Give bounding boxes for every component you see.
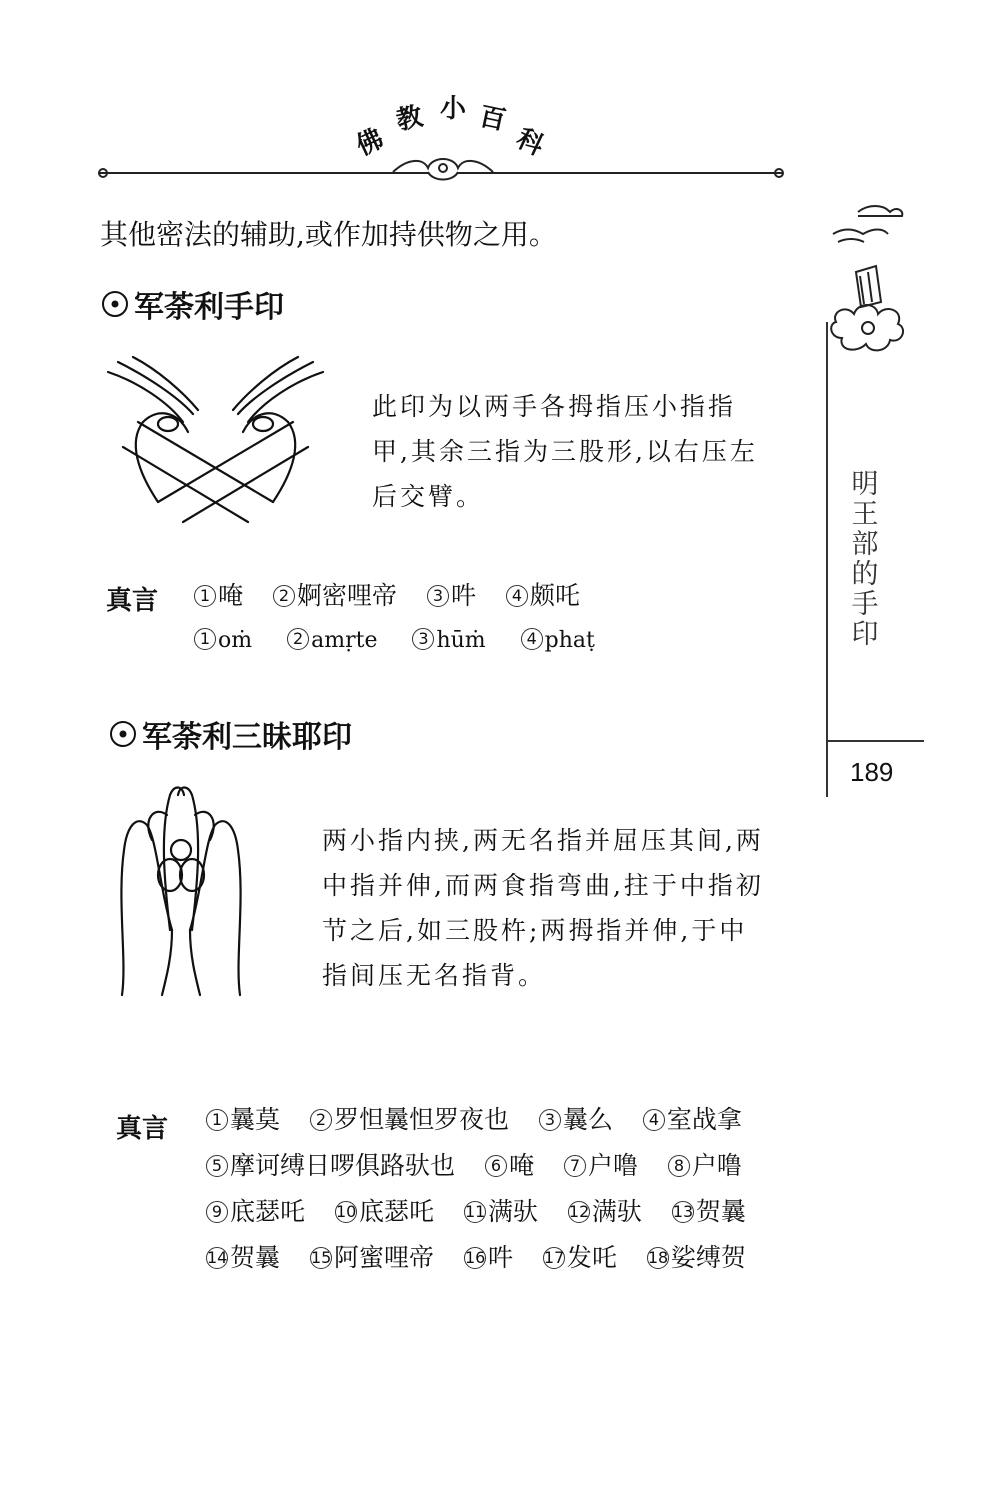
mantra-item bbox=[464, 1243, 513, 1272]
description-line: 中指并伸,而两食指弯曲,拄于中指初 bbox=[322, 871, 764, 900]
item-number: 9 bbox=[206, 1201, 228, 1223]
mantra-item bbox=[310, 1243, 434, 1272]
rule-end-ornament-icon bbox=[96, 166, 112, 180]
mantra-text: 婀密哩帝 bbox=[296, 581, 397, 610]
mantra-item bbox=[672, 1197, 746, 1226]
mantra-text: 曩莫 bbox=[230, 1105, 281, 1134]
chapter-title-char: 明 bbox=[851, 469, 879, 500]
item-number: 3 bbox=[427, 585, 449, 607]
item-number: 18 bbox=[647, 1248, 669, 1267]
mantra-item bbox=[539, 1105, 613, 1134]
roman-item bbox=[194, 628, 252, 653]
bullet-icon bbox=[102, 291, 128, 317]
item-number: 17 bbox=[543, 1248, 565, 1267]
romanization-line bbox=[194, 628, 623, 653]
mantra-text: 室战拿 bbox=[666, 1105, 742, 1134]
sidebar-vertical-rule bbox=[826, 322, 828, 797]
item-number: 6 bbox=[485, 1155, 507, 1177]
header-char: 小 bbox=[440, 94, 467, 124]
mantra-text: 娑缚贺 bbox=[670, 1243, 746, 1272]
mantra-line bbox=[206, 1238, 768, 1274]
mantra-item bbox=[564, 1151, 638, 1180]
mantra-item bbox=[643, 1105, 742, 1134]
header-char: 佛 bbox=[351, 123, 389, 162]
mantra-label: 真言 bbox=[106, 586, 159, 616]
chapter-title-char: 王 bbox=[851, 499, 879, 530]
header-char: 科 bbox=[511, 123, 549, 162]
mantra-item bbox=[485, 1151, 534, 1180]
mantra-text: 发吒 bbox=[566, 1243, 617, 1272]
description-line: 后交臂。 bbox=[372, 482, 485, 511]
item-number: 1 bbox=[194, 585, 216, 607]
page-number: 189 bbox=[850, 757, 894, 787]
mantra-item bbox=[206, 1197, 305, 1226]
mantra-item bbox=[273, 581, 397, 610]
item-number: 12 bbox=[568, 1202, 590, 1221]
chapter-title-char: 印 bbox=[851, 619, 879, 650]
section-title-text: 军荼利三昧耶印 bbox=[142, 720, 352, 755]
mantra-text: 贺曩 bbox=[695, 1197, 746, 1226]
mantra-item bbox=[194, 581, 243, 610]
hand-gesture-illustration-1 bbox=[98, 352, 334, 524]
hand-gesture-illustration-2 bbox=[112, 780, 250, 998]
item-number: 1 bbox=[194, 628, 216, 650]
intro-paragraph: 其他密法的辅助,或作加持供物之用。 bbox=[100, 218, 557, 251]
mantra-item bbox=[310, 1105, 509, 1134]
mantra-item bbox=[668, 1151, 742, 1180]
item-number: 4 bbox=[506, 585, 528, 607]
description-line: 此印为以两手各拇指压小指指 bbox=[372, 392, 737, 421]
mantra-item bbox=[464, 1197, 538, 1226]
mantra-text: 摩诃缚日啰俱路驮也 bbox=[230, 1151, 456, 1180]
roman-text: phaṭ bbox=[544, 628, 595, 653]
mantra-item bbox=[206, 1105, 280, 1134]
mantra-text: 户噜 bbox=[691, 1151, 742, 1180]
description-line: 指间压无名指背。 bbox=[322, 961, 547, 990]
section-title-text: 军荼利手印 bbox=[134, 290, 284, 325]
mantra-line bbox=[206, 1100, 764, 1136]
item-number: 15 bbox=[310, 1248, 332, 1267]
description-block bbox=[322, 818, 764, 998]
mantra-label: 真言 bbox=[116, 1114, 169, 1144]
item-number: 10 bbox=[335, 1202, 357, 1221]
roman-text: amṛte bbox=[311, 628, 378, 653]
mantra-line bbox=[194, 576, 602, 612]
mantra-text: 底瑟吒 bbox=[358, 1197, 434, 1226]
mantra-item bbox=[568, 1197, 642, 1226]
item-number: 4 bbox=[521, 628, 543, 650]
mantra-item bbox=[543, 1243, 617, 1272]
mantra-text: 吽 bbox=[487, 1243, 513, 1272]
mantra-text: 户噜 bbox=[587, 1151, 638, 1180]
mantra-item bbox=[335, 1197, 434, 1226]
description-line: 两小指内挟,两无名指并屈压其间,两 bbox=[322, 826, 764, 855]
item-number: 13 bbox=[672, 1202, 694, 1221]
buddhist-ornament-icon bbox=[826, 262, 910, 362]
section-title bbox=[102, 282, 284, 326]
mantra-text: 吽 bbox=[450, 581, 476, 610]
mantra-line bbox=[206, 1192, 768, 1228]
roman-text: hūṁ bbox=[436, 628, 486, 653]
item-number: 14 bbox=[207, 1248, 228, 1267]
item-number: 1 bbox=[206, 1109, 228, 1131]
roman-item bbox=[287, 628, 377, 653]
item-number: 2 bbox=[273, 585, 295, 607]
item-number: 3 bbox=[412, 628, 434, 650]
mantra-text: 贺曩 bbox=[230, 1243, 281, 1272]
description-block bbox=[372, 384, 758, 519]
item-number: 5 bbox=[206, 1155, 228, 1177]
mantra-text: 唵 bbox=[218, 581, 244, 610]
header-char: 教 bbox=[393, 101, 426, 137]
header-char: 百 bbox=[476, 101, 509, 137]
chapter-title-char: 部 bbox=[851, 529, 879, 560]
mantra-text: 罗怛曩怛罗夜也 bbox=[333, 1105, 509, 1134]
mantra-item bbox=[506, 581, 580, 610]
item-number: 4 bbox=[643, 1109, 665, 1131]
sidebar-horizontal-rule bbox=[826, 740, 924, 742]
roman-item bbox=[521, 628, 595, 653]
item-number: 8 bbox=[668, 1155, 690, 1177]
item-number: 3 bbox=[539, 1109, 561, 1131]
mantra-item bbox=[647, 1243, 746, 1272]
mantra-text: 满驮 bbox=[591, 1197, 642, 1226]
cloud-ornament-icon bbox=[388, 150, 498, 186]
bullet-icon bbox=[110, 721, 136, 747]
mantra-item bbox=[427, 581, 476, 610]
chapter-title-vertical bbox=[850, 470, 880, 650]
mantra-text: 颇吒 bbox=[529, 581, 580, 610]
cloud-ornament-icon bbox=[828, 200, 908, 250]
rule-end-ornament-icon bbox=[772, 166, 788, 180]
mantra-item bbox=[206, 1151, 455, 1180]
section-title bbox=[110, 712, 352, 756]
item-number: 16 bbox=[464, 1248, 486, 1267]
mantra-text: 阿蜜哩帝 bbox=[333, 1243, 434, 1272]
chapter-title-char: 的 bbox=[851, 559, 879, 590]
item-number: 2 bbox=[310, 1109, 332, 1131]
mantra-text: 满驮 bbox=[487, 1197, 538, 1226]
mantra-text: 唵 bbox=[508, 1151, 534, 1180]
description-line: 节之后,如三股杵;两拇指并伸,于中 bbox=[322, 916, 748, 945]
item-number: 7 bbox=[564, 1155, 586, 1177]
item-number: 2 bbox=[287, 628, 309, 650]
chapter-title-char: 手 bbox=[851, 589, 879, 620]
roman-item bbox=[412, 628, 485, 653]
mantra-item bbox=[206, 1243, 280, 1272]
mantra-text: 底瑟吒 bbox=[230, 1197, 306, 1226]
mantra-line bbox=[206, 1146, 764, 1182]
item-number: 11 bbox=[464, 1202, 486, 1221]
roman-text: oṁ bbox=[218, 628, 253, 653]
description-line: 甲,其余三指为三股形,以右压左 bbox=[372, 437, 758, 466]
mantra-text: 曩么 bbox=[562, 1105, 613, 1134]
